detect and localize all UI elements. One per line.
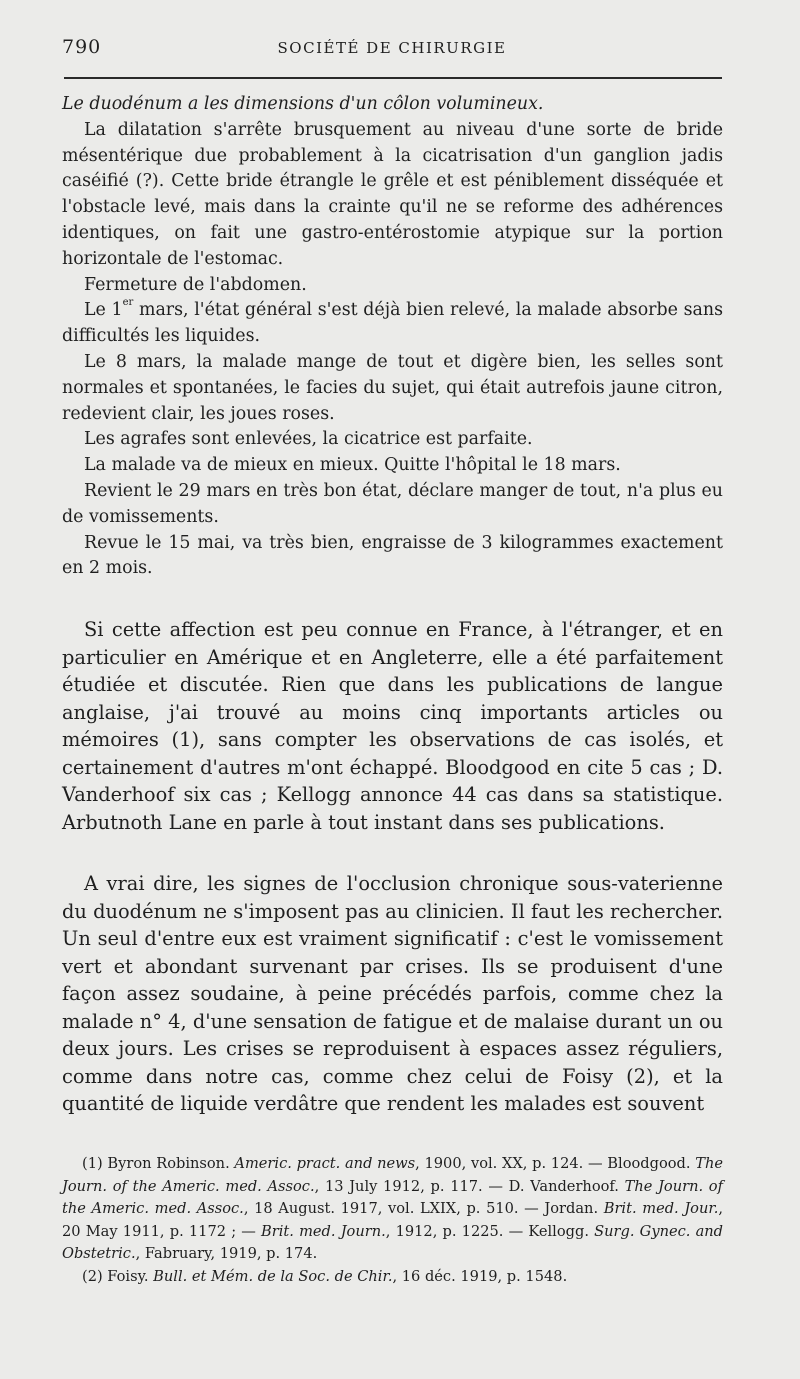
march-1-text: mars, l'état général s'est déjà bien relevé, la malade absorbe sans difficultés les liquides. — [62, 300, 723, 347]
ordinal-superscript: er — [122, 297, 134, 309]
journal-title: Surg. Gynec. and Obstetric. — [62, 1222, 724, 1262]
footnote-1-text: , 1912, p. 1225. — Kellogg. — [385, 1222, 595, 1240]
footnote-1-text: , 1900, vol. XX, p. 124. — Bloodgood. — [415, 1155, 696, 1172]
footnote-2 — [62, 1266, 723, 1289]
paragraph-march-29: Revient le 29 mars en très bon état, déclare manger de tout, n'a plus eu de vomissements. — [62, 480, 723, 527]
paragraph-may-15: Revue le 15 mai, va très bien, engraisse de 3 kilogrammes exactement en 2 mois. — [62, 532, 723, 579]
footnote-1-text: (1) Byron Robinson. — [82, 1155, 235, 1172]
footnotes — [62, 1153, 723, 1288]
footnote-1-text: , 18 August. 1917, vol. LXIX, p. 510. — Jordan. — [243, 1200, 604, 1217]
journal-title: Brit. med. Jour. — [603, 1200, 719, 1217]
paragraph-staples: Les agrafes sont enlevées, la cicatrice est parfaite. — [84, 429, 533, 450]
journal-title: Americ. pract. and news — [234, 1155, 416, 1172]
footnote-1-text: , 20 May 1911, p. 1172 ; — — [62, 1200, 724, 1240]
paragraph-discharge: La malade va de mieux en mieux. Quitte l'hôpital le 18 mars. — [84, 455, 621, 476]
paragraph-signs: A vrai dire, les signes de l'occlusion chronique sous-vaterienne du duodénum ne s'imposent pas au clinicien. Il faut les rechercher. Un seul d'entre eux est vraiment significatif : c'est le vomissement vert et abondant survenant par crises. Ils se produisent d'une façon assez soudaine, à peine précédés parfois, comme chez la malade n° 4, d'une sensation de fatigue et de malaise durant un ou deux jours. Les crises se reproduisent à espaces assez réguliers, comme dans notre cas, comme chez celui de Foisy (2), et la quantité de liquide verdâtre que rendent les malades est souvent — [62, 872, 723, 1116]
journal-title: Brit. med. Journ. — [261, 1222, 386, 1240]
footnote-2-text: (2) Foisy. — [82, 1267, 154, 1285]
footnote-1 — [62, 1153, 723, 1266]
header-rule — [64, 77, 722, 79]
paragraph-literature: Si cette affection est peu connue en France, à l'étranger, et en particulier en Amérique et en Angleterre, elle a été parfaitement étudiée et discutée. Rien que dans les publications de langue anglaise, j'ai trouvé au moins cinq importants articles ou mémoires (1), sans compter les observations de cas isolés, et certainement d'autres m'ont échappé. Bloodgood en cite 5 cas ; D. Vanderhoof six cas ; Kellogg annonce 44 cas dans sa statistique. Arbutnoth Lane en parle à tout instant dans ses publications. — [62, 618, 723, 834]
page-header — [62, 36, 722, 62]
journal-title: Bull. et Mém. de la Soc. de Chir. — [153, 1267, 393, 1285]
running-title: SOCIÉTÉ DE CHIRURGIE — [277, 39, 507, 57]
main-text — [62, 92, 723, 1118]
footnote-1-text: , Fabruary, 1919, p. 174. — [135, 1245, 318, 1262]
paragraph-closure: Fermeture de l'abdomen. — [84, 274, 307, 295]
paragraph-march-8: Le 8 mars, la malade mange de tout et digère bien, les selles sont normales et spontanées, le facies du sujet, qui était autrefois jaune citron, redevient clair, les joues roses. — [62, 351, 723, 424]
paragraph-finding: Le duodénum a les dimensions d'un côlon volumineux. — [62, 94, 544, 114]
page-number: 790 — [62, 36, 102, 58]
journal-title: The Journ. of the Americ. med. Assoc. — [62, 1155, 723, 1195]
footnote-1-text: , 13 July 1912, p. 117. — D. Vanderhoof. — [314, 1177, 625, 1195]
footnote-2-text: , 16 déc. 1919, p. 1548. — [392, 1267, 568, 1285]
paragraph-operation: La dilatation s'arrête brusquement au niveau d'une sorte de bride mésentérique due probablement à la cicatrisation d'un ganglion jadis caséifié (?). Cette bride étrangle le grêle et est péniblement disséquée et l'obstacle levé, mais dans la crainte qu'il ne se reforme des adhérences identiques, on fait une gastro-entérostomie atypique sur la portion horizontale de l'estomac. — [62, 119, 723, 269]
paragraph-march-1 — [62, 298, 723, 350]
march-1-prefix: Le 1 — [84, 300, 123, 321]
journal-title: The Journ. of the Americ. med. Assoc. — [62, 1177, 723, 1217]
